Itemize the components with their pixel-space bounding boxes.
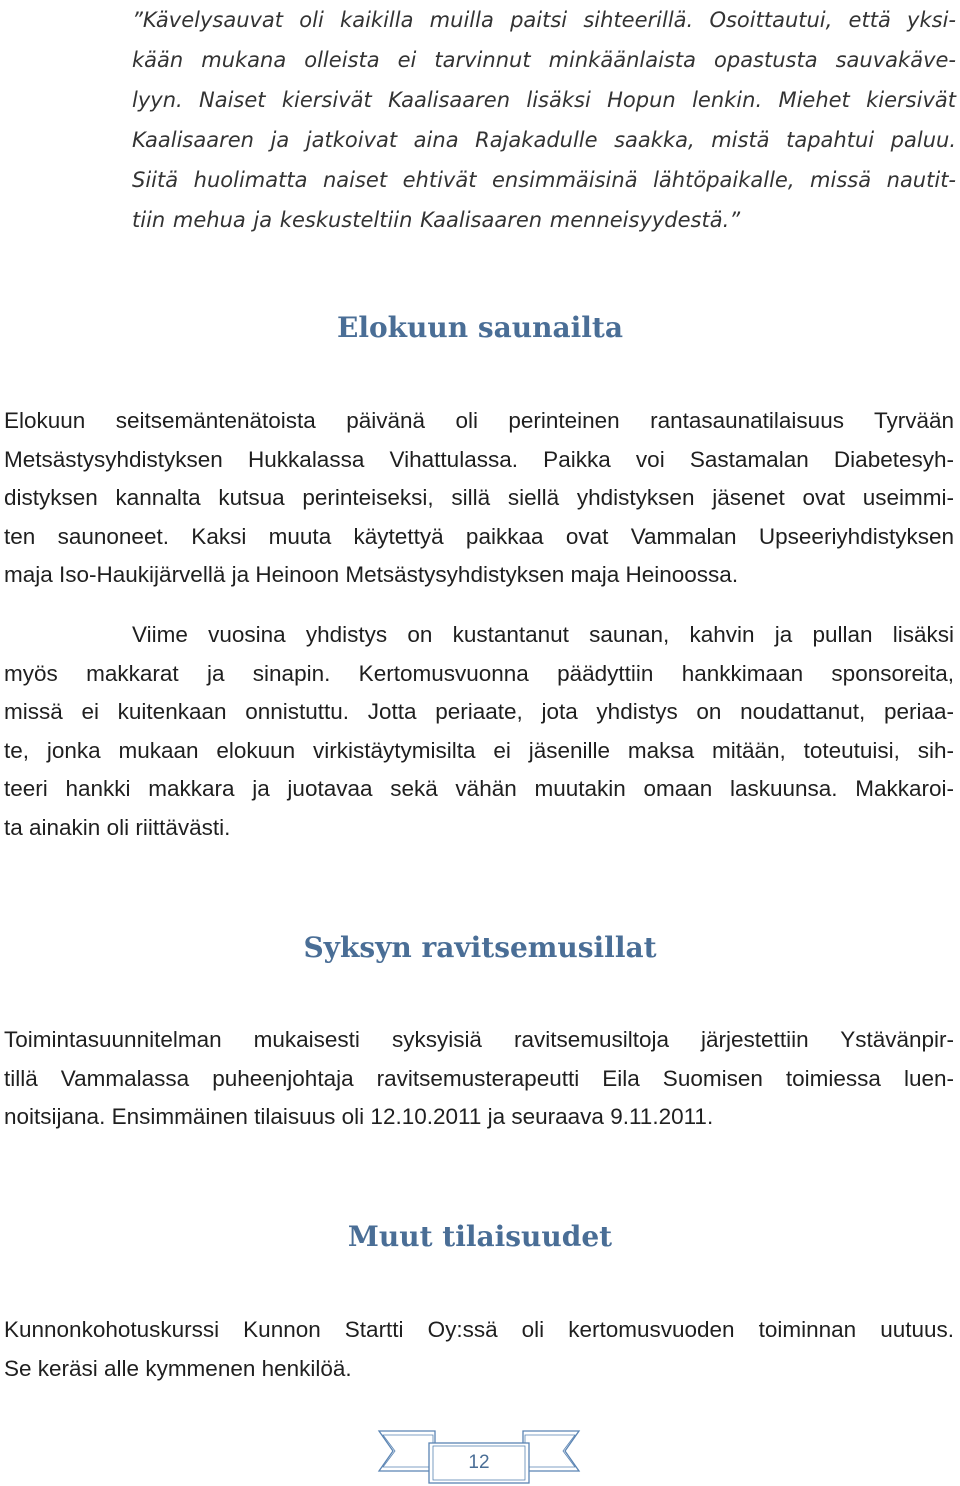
paragraph-line: Metsästysyhdistyksen Hukkalassa Vihattulassa. Paikka voi Sastamalan Diabetesyh- bbox=[4, 446, 954, 472]
quote-line: Kaalisaaren ja jatkoivat aina Rajakadulle saakka, mistä tapahtui paluu. bbox=[132, 128, 956, 152]
section-paragraph bbox=[4, 1021, 954, 1137]
paragraph-line: ten saunoneet. Kaksi muuta käytettyä paikkaa ovat Vammalan Upseeriyhdistyksen bbox=[4, 523, 954, 549]
paragraph-line: Elokuun seitsemäntenätoista päivänä oli perinteinen rantasaunatilaisuus Tyrvään bbox=[4, 408, 954, 433]
quote-block bbox=[132, 0, 956, 240]
quote-line: Siitä huolimatta naiset ehtivät ensimmäisinä lähtöpaikalle, missä nautit- bbox=[132, 168, 956, 192]
section-heading-elokuun-saunailta: Elokuun saunailta bbox=[337, 311, 623, 344]
paragraph-line: distyksen kannalta kutsua perinteiseksi, sillä siellä yhdistyksen jäsenet ovat useimmi- bbox=[4, 485, 954, 510]
quote-line: tiin mehua ja keskusteltiin Kaalisaaren menneisyydestä.” bbox=[132, 208, 741, 232]
paragraph-line: Toimintasuunnitelman mukaisesti syksyisiä ravitsemusiltoja järjestettiin Ystävänpir- bbox=[4, 1027, 954, 1052]
paragraph-line: ta ainakin oli riittävästi. bbox=[4, 814, 231, 840]
section-heading-syksyn-ravitsemusillat: Syksyn ravitsemusillat bbox=[303, 931, 657, 964]
paragraph-line: maja Iso-Haukijärvellä ja Heinoon Metsästysyhdistyksen maja Heinoossa. bbox=[4, 562, 739, 587]
paragraph-line: Viime vuosina yhdistys on kustantanut saunan, kahvin ja pullan lisäksi bbox=[132, 622, 954, 647]
section-heading-muut-tilaisuudet: Muut tilaisuudet bbox=[347, 1220, 613, 1253]
page-number: 12 bbox=[468, 1452, 490, 1473]
quote-line: lyyn. Naiset kiersivät Kaalisaaren lisäksi Hopun lenkin. Miehet kiersivät bbox=[132, 88, 956, 112]
paragraph-line: myös makkarat ja sinapin. Kertomusvuonna päädyttiin hankkimaan sponsoreita, bbox=[4, 660, 954, 686]
paragraph-line: noitsijana. Ensimmäinen tilaisuus oli 12.10.2011 ja seuraava 9.11.2011. bbox=[4, 1104, 714, 1129]
quote-line: kään mukana olleista ei tarvinnut minkäänlaista opastusta sauvakäve- bbox=[132, 48, 956, 72]
paragraph-line: te, jonka mukaan elokuun virkistäytymisilta ei jäsenille maksa mitään, toteutuisi, sih- bbox=[4, 737, 954, 763]
paragraph-line: Se keräsi alle kymmenen henkilöä. bbox=[4, 1355, 352, 1381]
section-paragraph bbox=[4, 402, 954, 595]
section-paragraph bbox=[4, 616, 954, 847]
paragraph-line: tillä Vammalassa puheenjohtaja ravitsemusterapeutti Eila Suomisen toimiessa luen- bbox=[4, 1065, 954, 1091]
paragraph-line: teeri hankki makkara ja juotavaa sekä vähän muutakin omaan laskuunsa. Makkaroi- bbox=[4, 776, 954, 801]
paragraph-line: Kunnonkohotuskurssi Kunnon Startti Oy:ssä oli kertomusvuoden toiminnan uutuus. bbox=[4, 1317, 954, 1342]
page-number-ribbon bbox=[377, 1427, 581, 1485]
paragraph-line: missä ei kuitenkaan onnistuttu. Jotta periaate, jota yhdistys on noudattanut, periaa- bbox=[4, 699, 954, 724]
section-paragraph bbox=[4, 1311, 954, 1388]
quote-line: ”Kävelysauvat oli kaikilla muilla paitsi sihteerillä. Osoittautui, että yksi- bbox=[132, 8, 956, 32]
